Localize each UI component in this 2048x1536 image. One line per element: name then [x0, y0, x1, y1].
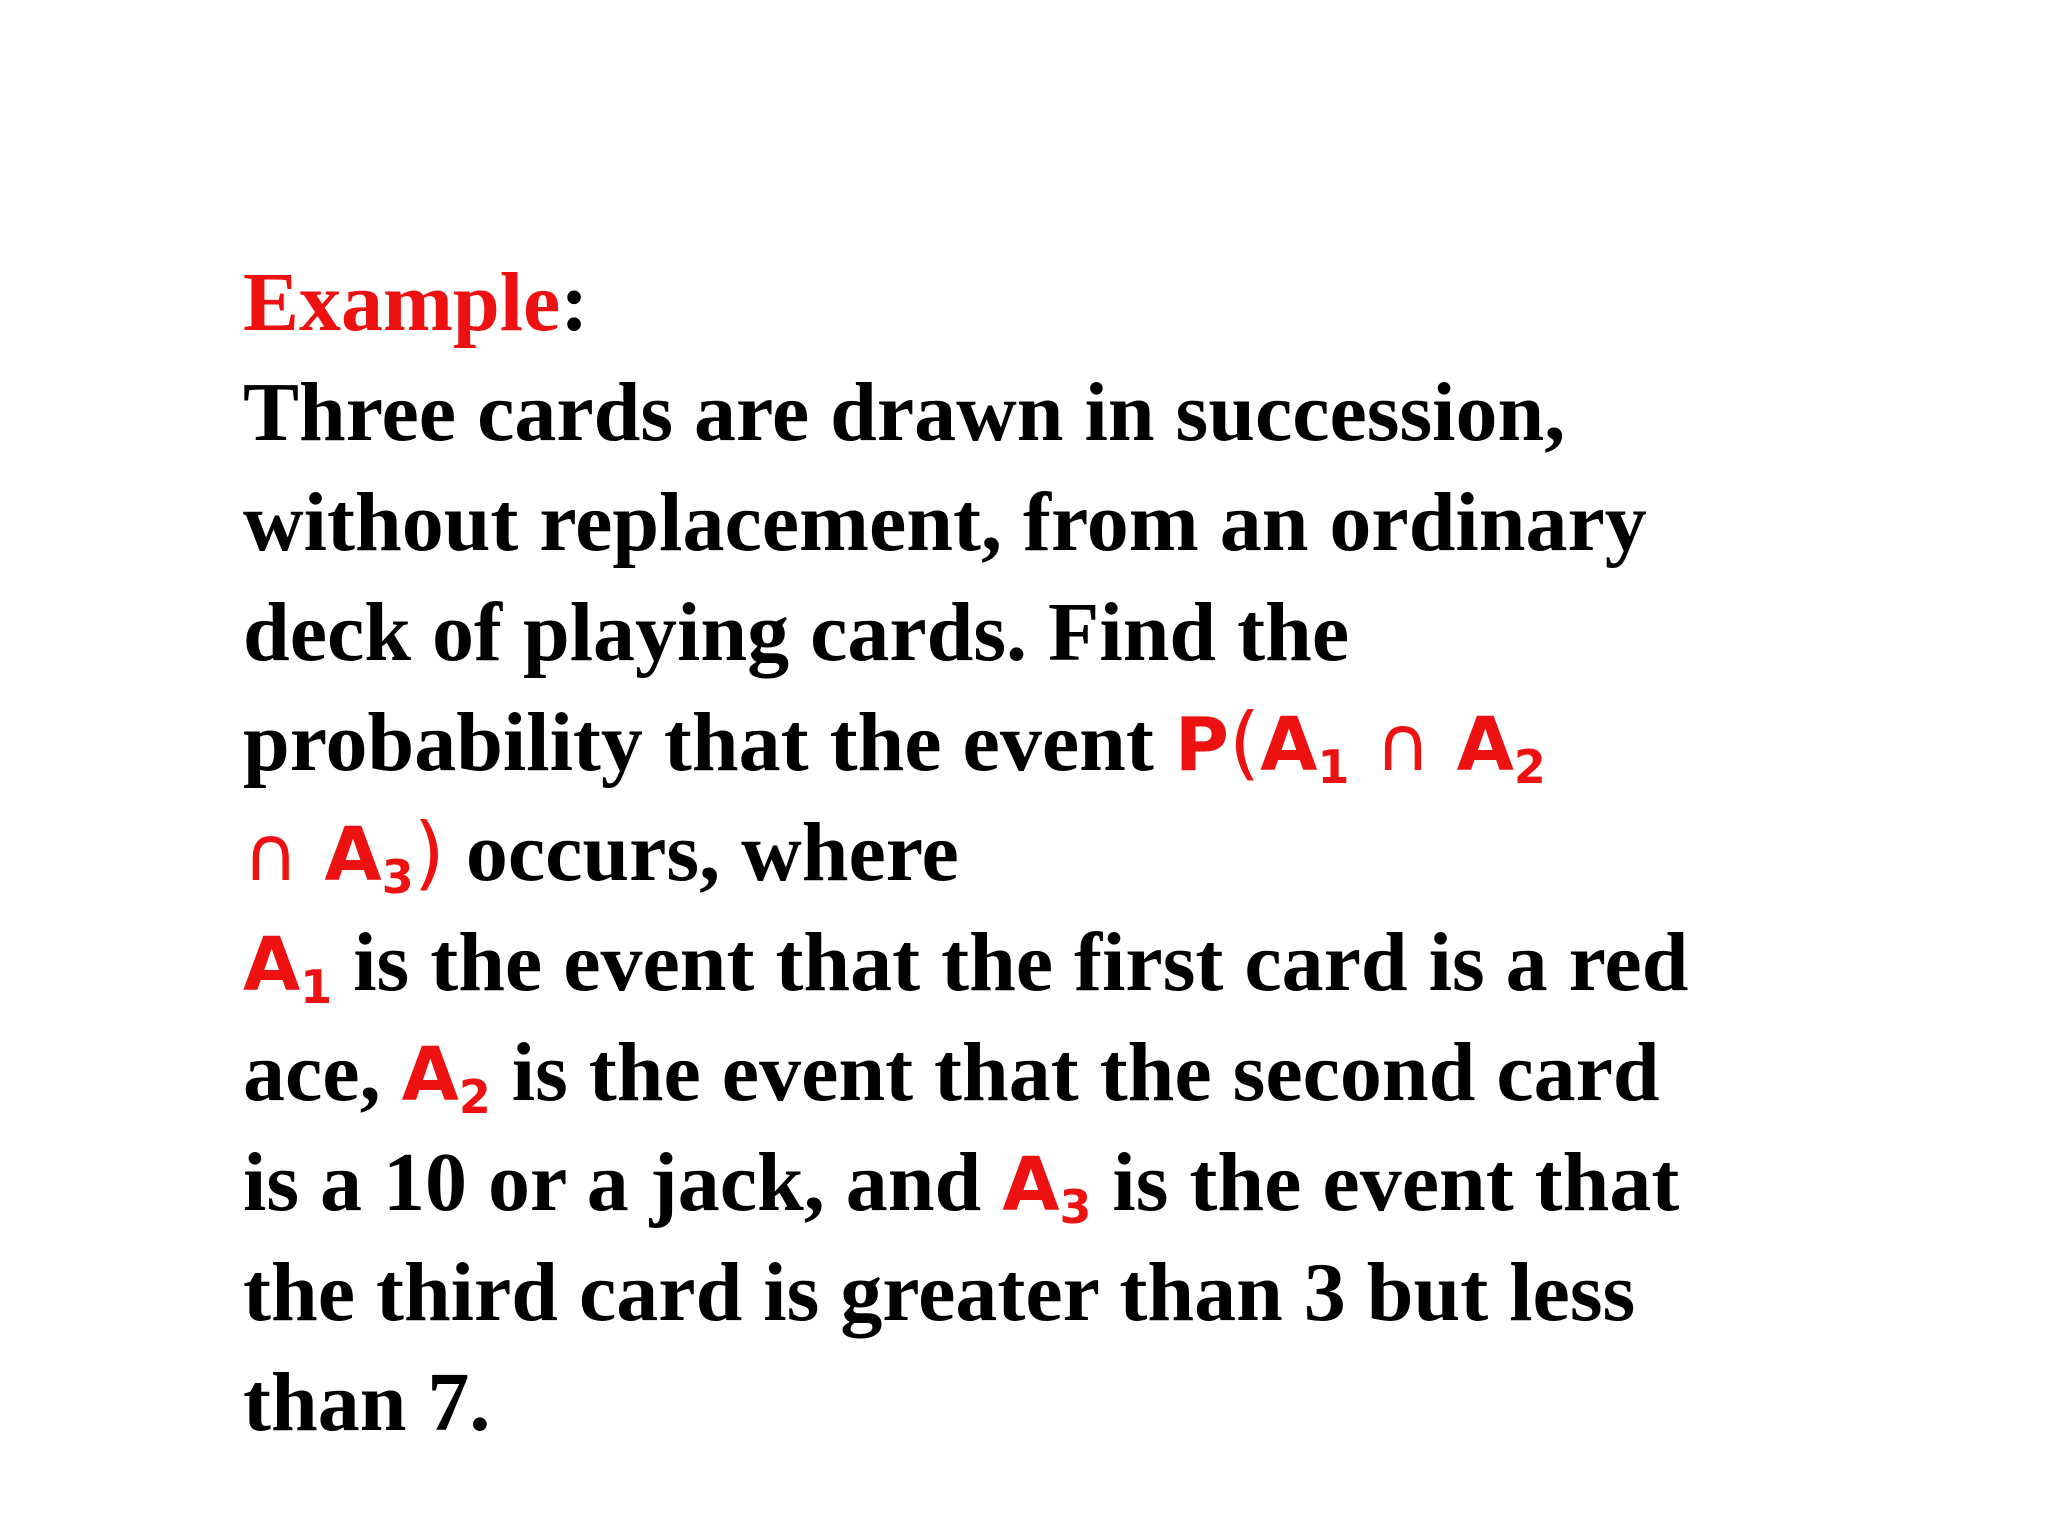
- problem-line-8-post: is the event that: [1091, 1136, 1680, 1229]
- event-a2-subscript: 2: [1513, 739, 1546, 794]
- example-heading: [243, 248, 1943, 358]
- event-a1-letter: A: [1260, 702, 1318, 788]
- problem-line-2: without replacement, from an ordinary: [243, 476, 1647, 569]
- event-a3-def-subscript: 3: [1059, 1179, 1092, 1234]
- problem-line-4-text: probability that the event: [243, 696, 1175, 789]
- event-a3-subscript: 3: [381, 849, 414, 904]
- problem-line-9: the third card is greater than 3 but less: [243, 1246, 1636, 1339]
- event-a2-def-subscript: 2: [458, 1069, 491, 1124]
- problem-line-3: deck of playing cards. Find the: [243, 586, 1350, 679]
- event-a1-definition-symbol: [243, 922, 333, 1014]
- close-paren: ): [413, 806, 445, 899]
- probability-expression-end: [243, 806, 445, 904]
- problem-line-7-pre: ace,: [243, 1026, 402, 1119]
- problem-line-4: [243, 688, 1943, 798]
- problem-line-5: [243, 798, 1943, 908]
- problem-line-6-text: is the event that the first card is a red: [353, 916, 1689, 1009]
- example-label: Example: [243, 256, 561, 349]
- problem-line-5-text: occurs, where: [444, 806, 959, 899]
- event-a2-letter: A: [1456, 702, 1514, 788]
- slide-content: [243, 248, 1943, 1458]
- event-a1-def-subscript: 1: [300, 959, 333, 1014]
- problem-line-8: [243, 1128, 1943, 1238]
- problem-line-7-post: is the event that the second card: [490, 1026, 1660, 1119]
- event-a3-definition-symbol: [1002, 1142, 1092, 1234]
- probability-expression-start: [1174, 696, 1546, 794]
- intersection-symbol-2: ∩: [243, 809, 299, 898]
- example-colon: :: [560, 256, 589, 349]
- problem-line-8-pre: is a 10 or a jack, and: [243, 1136, 1003, 1229]
- open-paren: (: [1229, 696, 1261, 789]
- problem-line-7: [243, 1018, 1943, 1128]
- event-a2-definition-symbol: [401, 1032, 491, 1124]
- probability-symbol: P: [1174, 702, 1230, 788]
- intersection-symbol-1: ∩: [1375, 699, 1431, 788]
- problem-line-1: Three cards are drawn in succession,: [243, 366, 1566, 459]
- event-a3-def-letter: A: [1002, 1142, 1060, 1228]
- event-a1-subscript: 1: [1317, 739, 1350, 794]
- event-a3-letter: A: [324, 812, 382, 898]
- problem-line-6: [243, 908, 1943, 1018]
- event-a2-def-letter: A: [401, 1032, 459, 1118]
- event-a1-def-letter: A: [243, 922, 301, 1008]
- problem-line-10: than 7.: [243, 1356, 491, 1449]
